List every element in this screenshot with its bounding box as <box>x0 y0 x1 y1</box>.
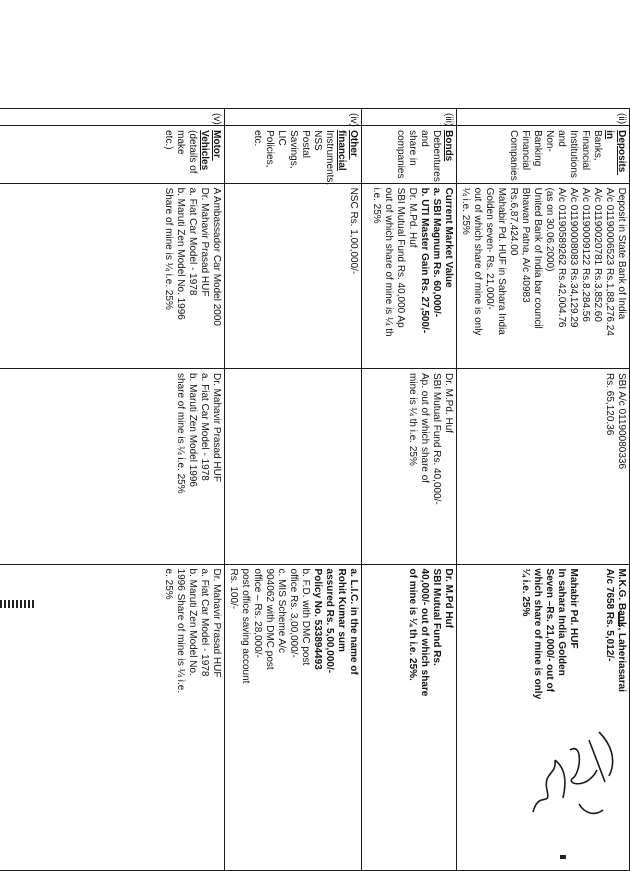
cell-line: Bonds <box>443 130 454 162</box>
cell-line: share of mine is ¼ i.e. 25% <box>175 373 186 494</box>
category-cell <box>362 126 457 183</box>
cell-line: Golden seven- Rs. 21,000/- <box>484 187 495 310</box>
cell-line: SBI A/c 01190080336 <box>616 373 627 470</box>
cell-line: Current Market Value <box>443 187 454 288</box>
cell-line: e. 25% <box>163 568 174 600</box>
table-row <box>225 109 362 871</box>
cell-line: office Rs. 3,00,000/- <box>288 568 299 658</box>
value-cell <box>362 369 457 565</box>
cell-line: Rs. 100/- <box>228 568 239 610</box>
cell-line: SBI Mutual Fund Rs. 40,000/- <box>431 373 442 505</box>
cell-line: Dr. M.Pd Huf <box>443 568 454 628</box>
row-number: (iii) <box>443 113 454 127</box>
value-cell <box>362 564 457 870</box>
value-cell <box>225 369 362 565</box>
cell-line: Dr. Mahavir Prasad HUF <box>211 568 222 678</box>
row-number-cell <box>362 109 457 126</box>
cell-line: 40,000/- out of which share <box>419 568 430 697</box>
cell-line: companies <box>395 130 406 179</box>
cell-line: 1996 Share of mine is ¼ i.e. <box>175 568 186 694</box>
cell-line: out of which share of mine is only <box>472 187 483 336</box>
cell-line: etc.) <box>163 130 174 150</box>
cell-line: Policies, etc. <box>252 130 275 171</box>
value-cell <box>225 564 362 870</box>
cell-line: b. Maruti Zen Model No. <box>187 568 198 676</box>
cell-line: a. Fiat Car Model - 1978 <box>199 373 210 481</box>
cell-line: Seven –Rs. 21,000/- out of <box>544 568 555 692</box>
cell-line: out of which share of mine is ¼ th <box>383 187 394 337</box>
cell-line: Share of mine is ¼ i.e. 25% <box>163 187 174 310</box>
cell-line: Dr. Mahavir Prasad HUF <box>199 187 210 297</box>
cell-line: Mahabir Pd. HUF in Sahara India <box>496 187 507 335</box>
value-cell <box>0 369 225 565</box>
cell-line: Savings, LIC <box>276 130 299 172</box>
category-cell <box>457 126 630 183</box>
cell-line: Deposits in <box>604 130 627 176</box>
cell-line: (as on 30.06.2000) <box>544 187 555 272</box>
cell-line: A/c 01190589262 Rs.42,004.76 <box>556 187 567 328</box>
row-number-cell <box>0 109 225 126</box>
cell-line: Rohit Kumar sum <box>336 568 347 652</box>
signature-mark <box>525 720 625 825</box>
value-cell <box>0 183 225 368</box>
value-cell <box>0 564 225 870</box>
cell-line: office – Rs. 28,000/- <box>252 568 263 658</box>
cell-line: a. SBI Magnum Rs. 60,000/- <box>431 187 442 318</box>
category-cell <box>0 126 225 183</box>
row-number: (v) <box>211 113 222 125</box>
cell-line: c. MIS Scheme A/c <box>276 568 287 654</box>
cell-line: mine is ¼ th i.e. 25% <box>407 373 418 466</box>
cell-line: Dr. Mahavir Prasad HUF <box>211 373 222 482</box>
cell-line: NSS Postal <box>300 130 323 158</box>
value-cell <box>225 183 362 368</box>
cell-line: 904062 with DMC post <box>264 568 275 670</box>
cell-line: Rs. 65,120.36 <box>604 373 615 436</box>
cell-line: NSC Rs. 1,00,000/- <box>348 187 359 275</box>
cell-line: a. L.I.C. in the name of <box>348 568 359 675</box>
cell-line: share in <box>407 130 418 166</box>
cell-line: Debentures and <box>419 130 442 185</box>
cell-line: of mine is ¼ th i.e. 25%. <box>407 568 418 681</box>
cell-line: Institutions and <box>556 130 579 181</box>
cell-line: A Ambassador Car Model 2000 <box>211 187 222 326</box>
cell-line: assured Rs. 5,00,000/- <box>324 568 335 674</box>
cell-line: post office saving account <box>240 568 251 684</box>
value-cell <box>457 369 630 565</box>
cell-line: (details of make <box>175 130 198 177</box>
cell-line: Instruments, <box>324 130 335 186</box>
row-number-cell <box>457 109 630 126</box>
value-cell <box>362 183 457 368</box>
cell-line: A/c 01190020781 Rs.3,852.60 <box>592 187 603 322</box>
cell-line: b. UTI Master Gain Rs. 27,500/- <box>419 187 430 334</box>
cell-line: Motor Vehicles <box>199 130 222 171</box>
row-number: (ii) <box>616 113 627 125</box>
cell-line: which share of mine is only <box>532 568 543 700</box>
cell-line: M.K.G. Bank, Laheriasarai <box>616 568 627 692</box>
cell-line: A/c 01190008083 Rs.34,129.29 <box>568 187 579 328</box>
cell-line: Dr. M.Pd. Huf <box>407 187 418 248</box>
cell-line: b. F.D. with DMC post <box>300 568 311 666</box>
cell-line: Other financial <box>336 130 359 171</box>
value-cell <box>457 183 630 368</box>
row-number: (iv) <box>348 113 359 127</box>
category-cell <box>225 126 362 186</box>
scan-smudge <box>0 600 35 608</box>
margin-mark <box>618 612 626 626</box>
cell-line: b. Maruti Zen Model 1996 <box>187 373 198 487</box>
cell-line: Rs.6,87,424.00 <box>508 187 519 256</box>
cell-line: ¼ i.e. 25% <box>460 187 471 235</box>
cell-line: Ap. out of which share of <box>419 373 430 484</box>
cell-line: Deposit in State Bank of India <box>616 187 627 320</box>
cell-line: i.e. 25% <box>371 187 382 224</box>
cell-line: Policy No. 533894493 <box>312 568 323 670</box>
cell-line: United Bank of India bar council <box>532 187 543 329</box>
cell-line: A/c 7658 Rs. 5,012/- <box>604 568 615 662</box>
table-row <box>0 109 225 871</box>
cell-line: Companies <box>508 130 519 181</box>
cell-line: b. Maruti Zen Model No. 1996 <box>175 187 186 320</box>
table-row <box>362 109 457 871</box>
cell-line: SBI Mutual Fund Rs. 40,000 Ap <box>395 187 406 328</box>
cell-line: a. Fiat Car Model - 1978 <box>199 568 210 677</box>
cell-line: ¼ i.e. 25% <box>520 568 531 617</box>
cell-line: Dr. M.Pd. Huf <box>443 373 454 434</box>
cell-line: Non-Banking <box>532 130 555 167</box>
cell-line: Mahabir Pd. HUF <box>568 568 579 649</box>
cell-line: a. Fiat Car Model - 1978 <box>187 187 198 296</box>
cell-line: A/c 01190009122 Rs.8,284.56 <box>580 187 591 322</box>
cell-line: Financial <box>520 130 531 171</box>
bottom-mark <box>560 855 566 859</box>
cell-line: Banks, Financial <box>580 130 603 171</box>
cell-line: Bhawan Patna, A/c 40983 <box>520 187 531 303</box>
cell-line: In sahara India Golden <box>556 568 567 676</box>
row-number-cell <box>225 109 362 126</box>
cell-line: A/c 01190006523 Rs.1,88,276.24 <box>604 187 615 336</box>
cell-line: SBI Mutual Fund Rs. <box>431 568 442 666</box>
